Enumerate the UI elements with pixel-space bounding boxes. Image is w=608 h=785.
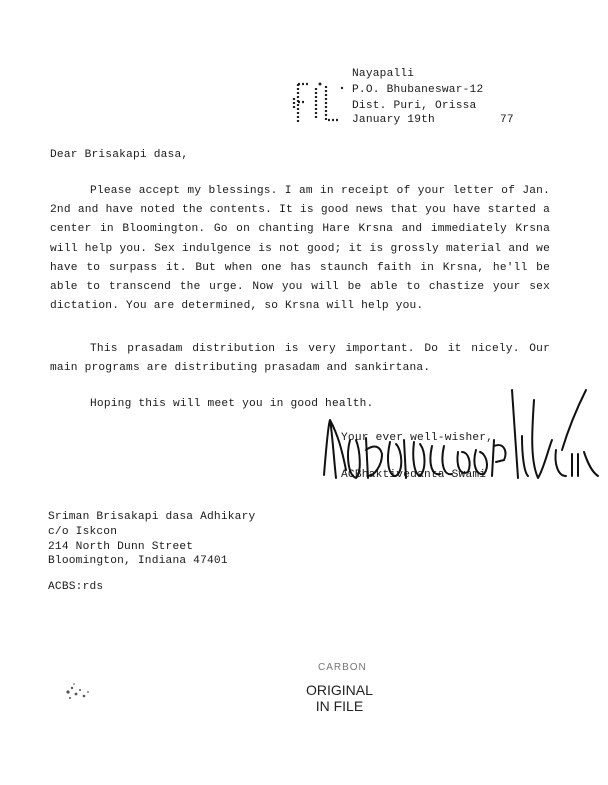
- paragraph-text: This prasadam distribution is very important. Do it nicely. Our main programs are distributing prasadam and sankirtana.: [50, 343, 550, 375]
- stamp-line: ORIGINAL: [306, 682, 373, 698]
- recipient-address: [48, 510, 255, 569]
- salutation: Dear Brisakapi dasa,: [50, 149, 189, 161]
- stamp-line: IN FILE: [315, 698, 364, 714]
- closing: Your ever well-wisher,: [341, 432, 494, 444]
- carbon-stamp: CARBON: [318, 662, 367, 673]
- address-line: P.O. Bhubaneswar-12: [352, 84, 484, 96]
- original-in-file-stamp: [306, 682, 373, 714]
- paragraph-text: Hoping this will meet you in good health.: [90, 398, 374, 410]
- paragraph-text: Please accept my blessings. I am in receipt of your letter of Jan. 2nd and have noted the contents. It is good news that you have started a center in Bloomington. Go on chanting Hare Krsna and immediately Krsna will help you. Sex indulgence is not good; it is grossly material and we have to surpass it. But when one has staunch faith in Krsna, he'll be able to transcend the urge. Now you will be able to chastize your sex dictation. You are determined, so Krsna will help you.: [50, 185, 550, 313]
- recipient-line: c/o Iskcon: [48, 525, 118, 538]
- letter-year: 77: [500, 114, 514, 126]
- address-line: Nayapalli: [352, 68, 415, 80]
- address-line: Dist. Puri, Orissa: [352, 100, 477, 112]
- file-stamp: [292, 78, 352, 126]
- recipient-line: Bloomington, Indiana 47401: [48, 555, 228, 568]
- body-paragraph: [50, 395, 550, 414]
- letter-date: January 19th: [352, 114, 435, 126]
- ink-smudge: [60, 678, 100, 706]
- body-paragraph: [50, 182, 550, 316]
- recipient-line: Sriman Brisakapi dasa Adhikary: [48, 511, 256, 523]
- recipient-line: 214 North Dunn Street: [48, 540, 194, 553]
- sender-address: [352, 66, 483, 114]
- signer-name: ACBhaktivedanta Swami: [341, 469, 487, 481]
- reference-initials: ACBS:rds: [48, 581, 104, 593]
- body-paragraph: [50, 340, 550, 378]
